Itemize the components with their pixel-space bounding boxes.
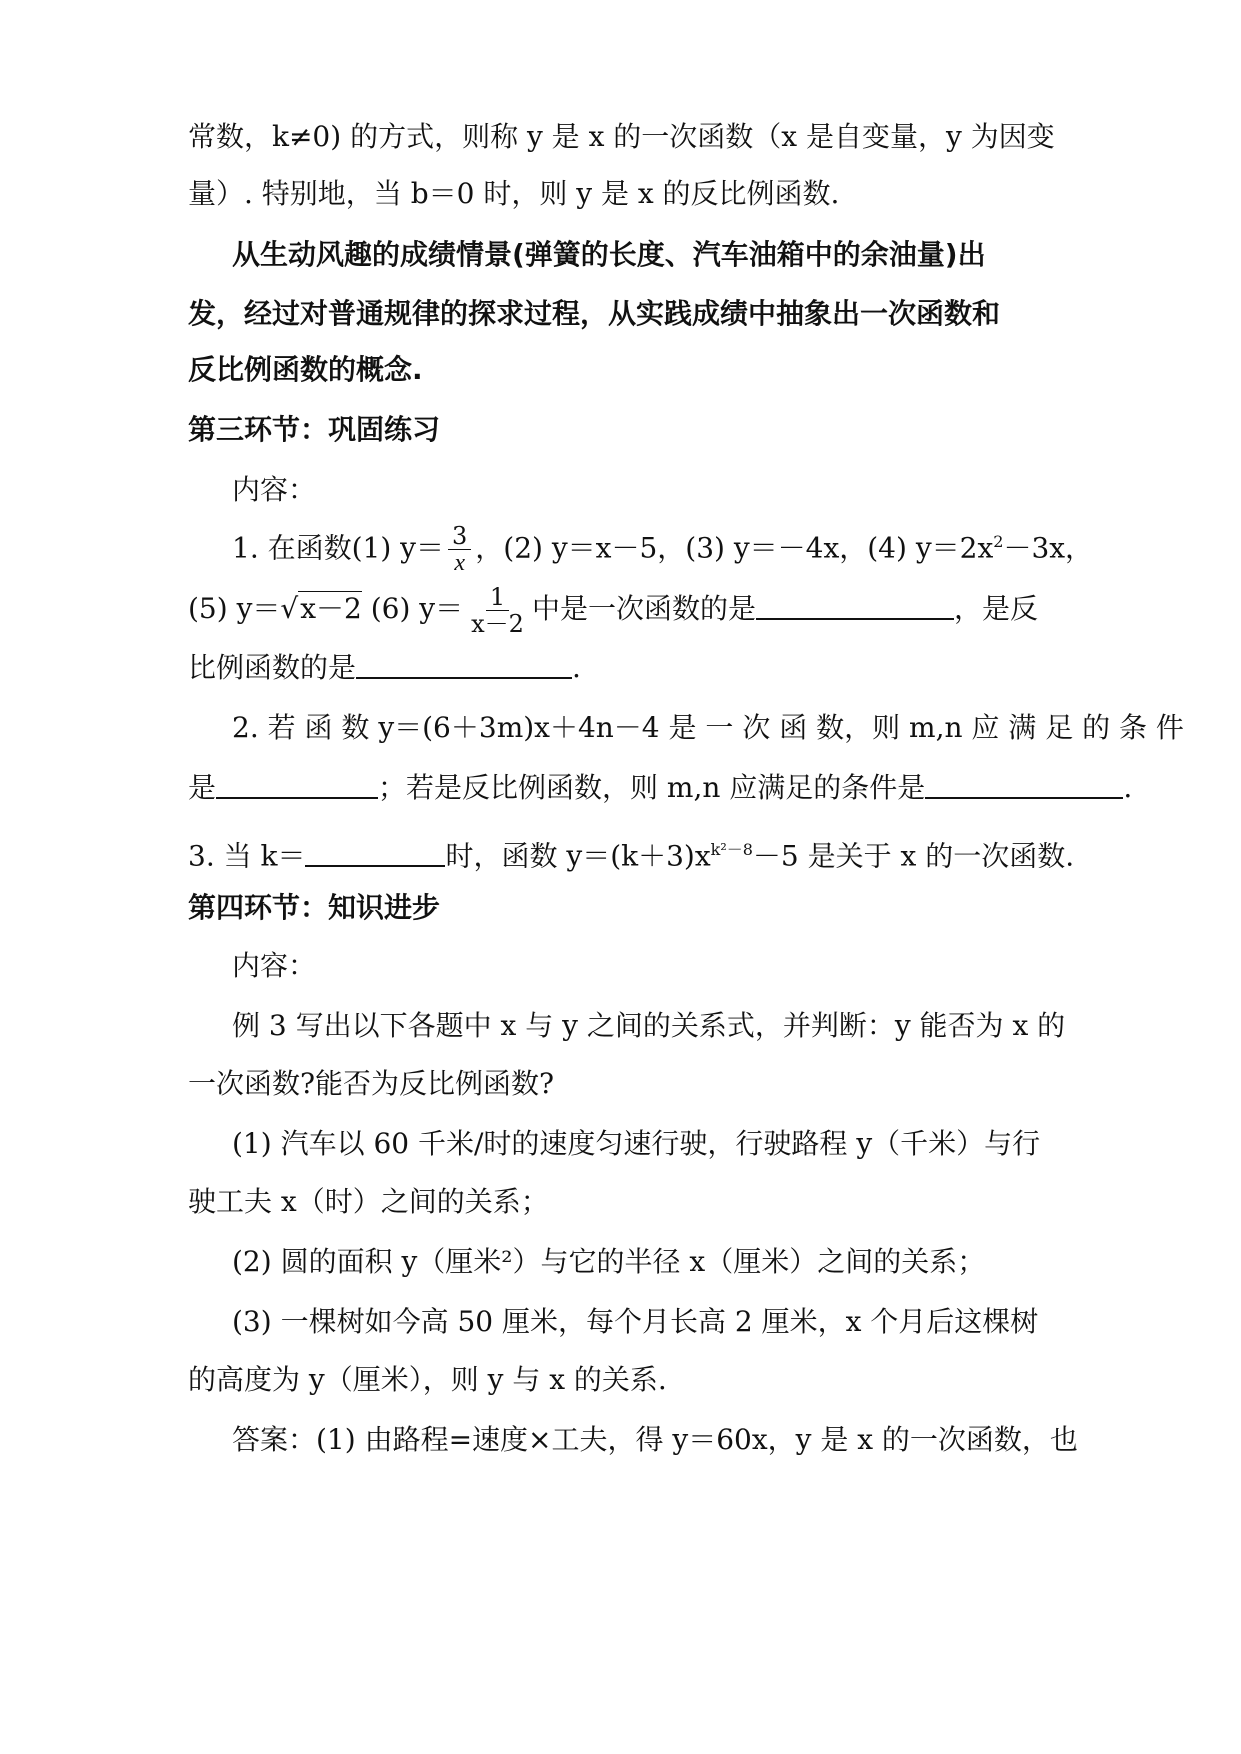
- example-line: 例 3 写出以下各题中 x 与 y 之间的关系式，并判断：y 能否为 x 的: [232, 1009, 1066, 1042]
- content-label: 内容：: [232, 473, 317, 506]
- fraction-numerator: 3: [448, 523, 471, 550]
- text-segment: 是: [188, 771, 217, 804]
- question-1-line-1: [232, 522, 1093, 576]
- example-line: 一次函数?能否为反比例函数?: [188, 1067, 555, 1100]
- fraction-denominator: x－2: [471, 610, 524, 638]
- sqrt-body: x－2: [300, 592, 362, 625]
- content-label: 内容：: [232, 949, 317, 982]
- section-heading: 第三环节：巩固练习: [188, 413, 441, 446]
- fraction-numerator: 1: [486, 584, 509, 611]
- text-segment: ，是反: [953, 592, 1038, 625]
- bold-paragraph-line: 发，经过对普通规律的探求过程，从实践成绩中抽象出一次函数和: [188, 297, 1001, 330]
- example-line: (2) 圆的面积 y（厘米²）与它的半径 x（厘米）之间的关系；: [232, 1245, 986, 1278]
- superscript: k²－8: [710, 840, 753, 859]
- answer-blank[interactable]: [216, 769, 378, 799]
- answer-blank[interactable]: [925, 769, 1123, 799]
- text-segment: 时，函数 y＝(k＋3)x: [445, 839, 711, 873]
- answer-blank[interactable]: [305, 837, 445, 867]
- text-segment: .: [1123, 771, 1133, 804]
- example-line: (1) 汽车以 60 千米/时的速度匀速行驶，行驶路程 y（千米）与行: [232, 1127, 1041, 1160]
- section-heading: 第四环节：知识进步: [188, 891, 441, 924]
- text-segment: 1. 在函数(1) y＝: [232, 531, 444, 565]
- text-segment: .: [572, 651, 581, 684]
- text-segment: ，(2) y＝x－5，(3) y＝－4x，(4) y＝2x: [475, 531, 994, 565]
- text-segment: 3. 当 k＝: [188, 839, 306, 873]
- text-segment: (5) y＝: [188, 592, 281, 625]
- text-segment: ；若是反比例函数，则 m,n 应满足的条件是: [378, 771, 926, 804]
- text-segment: (6) y＝: [361, 592, 464, 625]
- text-line: 量）. 特别地，当 b＝0 时，则 y 是 x 的反比例函数.: [188, 177, 840, 210]
- question-2-line-2: [188, 768, 1132, 808]
- text-segment: 中是一次函数的是: [531, 592, 756, 625]
- example-line: (3) 一棵树如今高 50 厘米，每个月长高 2 厘米，x 个月后这棵树: [232, 1305, 1039, 1338]
- fraction-denominator: x: [454, 550, 465, 577]
- text-segment: －5 是关于 x 的一次函数.: [752, 839, 1075, 873]
- fraction: [467, 584, 528, 637]
- question-1-line-3: [188, 648, 581, 688]
- question-1-line-2: [188, 584, 1038, 637]
- question-3-line: [188, 830, 1074, 876]
- text-segment: 比例函数的是: [188, 651, 357, 684]
- answer-line: 答案：(1) 由路程=速度×工夫，得 y＝60x，y 是 x 的一次函数，也: [232, 1423, 1078, 1456]
- text-segment: －3x，: [1003, 531, 1094, 565]
- bold-paragraph-line: 从生动风趣的成绩情景(弹簧的长度、汽车油箱中的余油量)出: [232, 238, 986, 271]
- example-line: 驶工夫 x（时）之间的关系；: [188, 1185, 549, 1218]
- bold-paragraph-line: 反比例函数的概念.: [188, 353, 423, 386]
- question-2-line-1: 2. 若 函 数 y＝(6＋3m)x＋4n－4 是 一 次 函 数，则 m,n 应 满 足 的 条 件: [232, 711, 1184, 744]
- example-line: 的高度为 y（厘米），则 y 与 x 的关系.: [188, 1363, 667, 1396]
- superscript: 2: [993, 532, 1004, 551]
- answer-blank[interactable]: [356, 649, 572, 679]
- sqrt-sign: √: [280, 592, 299, 625]
- answer-blank[interactable]: [756, 590, 954, 620]
- fraction: [448, 523, 471, 576]
- text-line: 常数，k≠0) 的方式，则称 y 是 x 的一次函数（x 是自变量，y 为因变: [188, 120, 1055, 153]
